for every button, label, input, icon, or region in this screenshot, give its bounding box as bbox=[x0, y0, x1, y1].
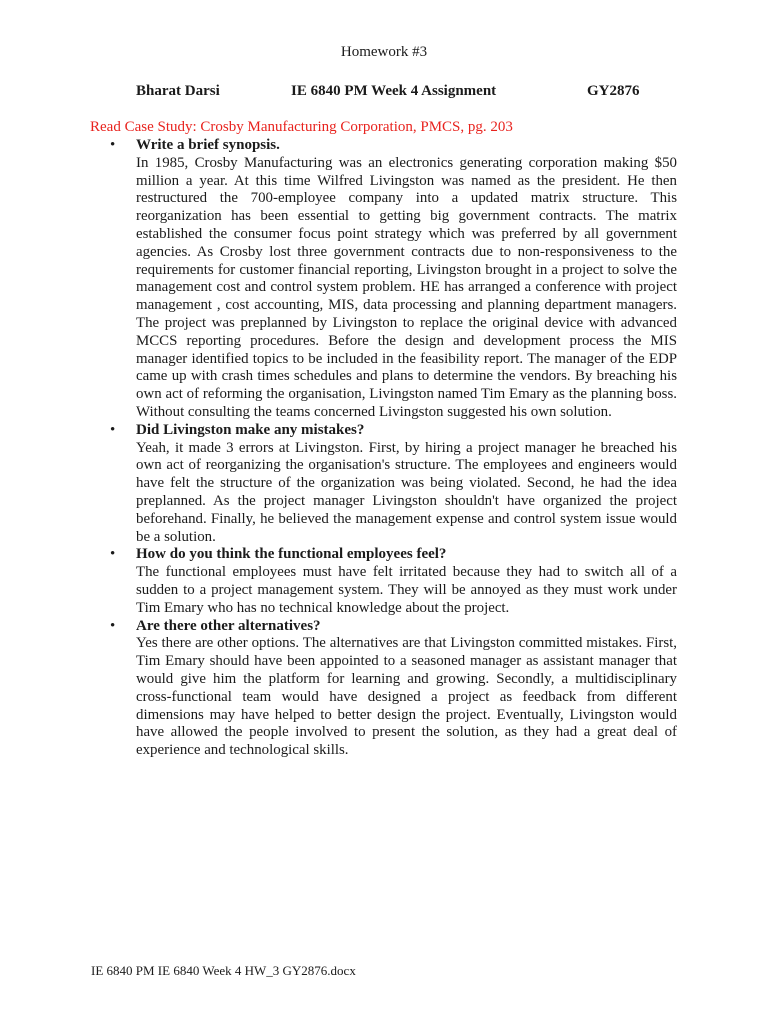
section-employees-feel bbox=[110, 546, 677, 617]
answer-paragraph: Yes there are other options. The alternatives are that Livingston committed mistakes. First, Tim Emary should have been appointed to a seasoned manager as assistant manager that would give him the platform for learning and growing. Secondly, a multidisciplinary cross-functional team would have designed a project as feedback from different dimensions may have helped to better design the project. Eventually, Livingston would have allowed the people involved to present the solution, as they had a great deal of experience and technological skills. bbox=[136, 635, 677, 759]
student-id: GY2876 bbox=[587, 83, 640, 99]
answer-paragraph: The functional employees must have felt irritated because they had to switch all of a sudden to a project management system. They will be annoyed as they must work under Tim Emary who has no technical knowledge about the project. bbox=[136, 564, 677, 616]
section-synopsis bbox=[110, 137, 677, 422]
question-heading: Did Livingston make any mistakes? bbox=[136, 421, 365, 438]
course-title: IE 6840 PM Week 4 Assignment bbox=[291, 83, 497, 99]
header-row bbox=[0, 83, 768, 103]
question-heading: Are there other alternatives? bbox=[136, 617, 321, 634]
bullet-icon: • bbox=[110, 546, 116, 563]
student-name: Bharat Darsi bbox=[136, 83, 220, 99]
question-list bbox=[110, 137, 677, 760]
answer-paragraph: In 1985, Crosby Manufacturing was an electronics generating corporation making $50 million a year. At this time Wilfred Livingston was named as the president. He then restructured the 700-employee company into a updated matrix structure. This reorganization has been essential to getting big government contracts. The matrix established the consumer focus point strategy which was preferred by all government agencies. As Crosby lost three government contracts due to non-responsiveness to the requirements for customer financial reporting, Livingston brought in a project to solve the management cost and control system problem. HE has arranged a conference with project management , cost accounting, MIS, data processing and planning department managers. The project was preplanned by Livingston to replace the original device with advanced MCCS reporting procedures. Before the design and development process the MIS manager identified topics to be included in the feasibility report. The manager of the EDP came up with crash times schedules and plans to determine the vendors. By breaching his own act of reforming the organisation, Livingston named Tim Emary as the planning boss. Without consulting the teams concerned Livingston suggested his own solution. bbox=[136, 154, 677, 420]
section-alternatives bbox=[110, 618, 677, 760]
bullet-icon: • bbox=[110, 617, 116, 634]
section-mistakes bbox=[110, 422, 677, 547]
document-title: Homework #3 bbox=[340, 44, 428, 60]
file-name-footer: IE 6840 PM IE 6840 Week 4 HW_3 GY2876.docx bbox=[91, 963, 356, 978]
question-heading: Write a brief synopsis. bbox=[136, 137, 280, 153]
question-heading: How do you think the functional employees feel? bbox=[136, 546, 447, 563]
case-study-line: Read Case Study: Crosby Manufacturing Corporation, PMCS, pg. 203 bbox=[90, 119, 513, 135]
bullet-icon: • bbox=[110, 137, 116, 153]
bullet-icon: • bbox=[110, 421, 116, 438]
answer-paragraph: Yeah, it made 3 errors at Livingston. First, by hiring a project manager he breached his own act of reorganizing the organisation's structure. The employees and engineers would have felt the structure of the organization was being violated. Second, he had the idea preplanned. As the project manager Livingston shouldn't have organized the project beforehand. Finally, he believed the management expense and control system issue would be a solution. bbox=[136, 439, 677, 545]
